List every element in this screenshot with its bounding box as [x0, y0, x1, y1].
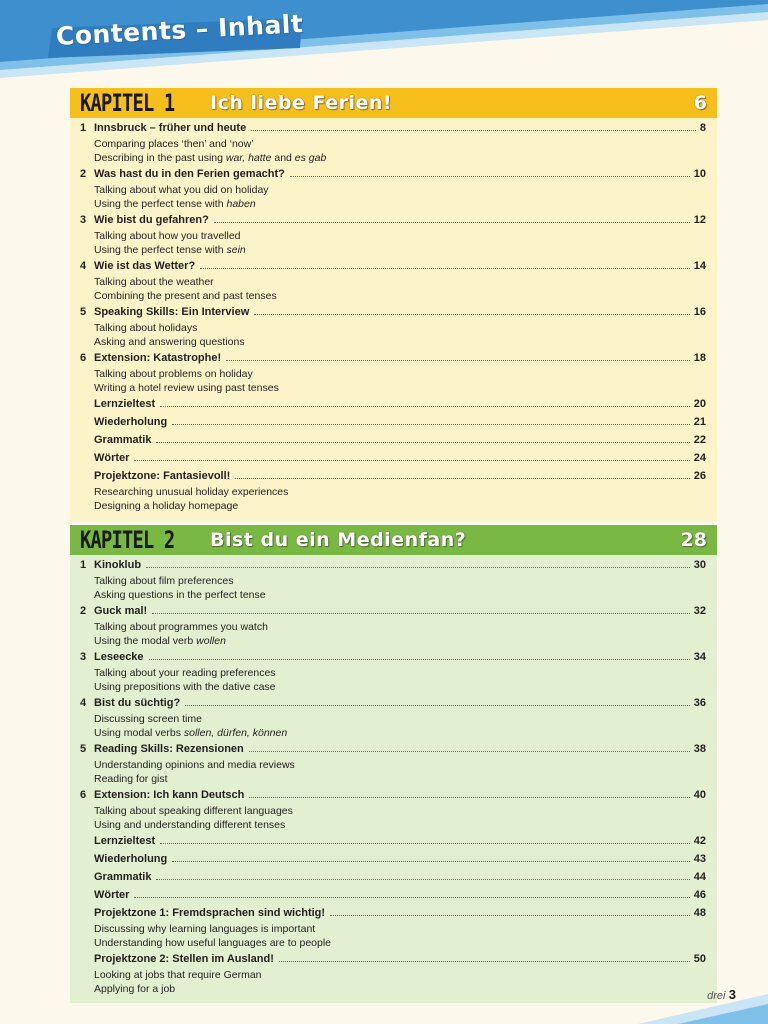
toc-entry-line	[80, 352, 706, 367]
toc-entry-page: 34	[693, 651, 706, 663]
toc-entry-line	[80, 605, 706, 620]
toc-entry-number: 5	[80, 743, 87, 755]
toc-entry-line	[80, 907, 706, 922]
toc-entry-title: Extension: Ich kann Deutsch	[94, 789, 245, 801]
description-text: Talking about problems on holiday	[94, 368, 253, 380]
toc-entry	[80, 168, 717, 214]
toc-entry-page: 12	[693, 214, 706, 226]
toc-entry-page: 42	[693, 835, 706, 847]
description-text: Understanding opinions and media reviews	[94, 759, 295, 771]
toc-entry	[80, 470, 717, 516]
toc-entry-number: 6	[80, 789, 87, 801]
toc-entry-description	[80, 726, 717, 740]
toc-dot-leader	[172, 853, 690, 862]
description-italic-term: war, hatte	[225, 152, 272, 164]
toc-entry	[80, 452, 717, 470]
description-text: Understanding how useful languages are to people	[94, 937, 332, 949]
chapter-2-toc	[70, 555, 717, 999]
toc-dot-leader	[290, 168, 690, 177]
toc-entry	[80, 889, 717, 907]
toc-entry-description	[80, 229, 717, 243]
toc-entry-title: Lernzieltest	[94, 398, 156, 410]
description-text: Talking about film preferences	[94, 575, 234, 587]
description-text: Combining the present and past tenses	[94, 290, 277, 302]
toc-entry-line	[80, 835, 706, 850]
toc-entry	[80, 214, 717, 260]
toc-entry	[80, 907, 717, 953]
toc-entry-number: 4	[80, 697, 87, 709]
toc-entry-description	[80, 588, 717, 602]
toc-entry-description	[80, 243, 717, 257]
toc-entry	[80, 434, 717, 452]
toc-dot-leader	[160, 835, 690, 844]
description-text: Asking and answering questions	[94, 336, 245, 348]
toc-entry-description	[80, 712, 717, 726]
toc-entry-number: 4	[80, 260, 87, 272]
toc-entry-line	[80, 559, 706, 574]
toc-entry-title: Speaking Skills: Ein Interview	[94, 306, 250, 318]
toc-dot-leader	[146, 559, 690, 568]
header-banner	[0, 0, 768, 90]
toc-entry-number: 3	[80, 651, 87, 663]
toc-entry-page: 43	[693, 853, 706, 865]
description-text: Using prepositions with the dative case	[94, 681, 276, 693]
chapter-2-page: 28	[680, 529, 707, 551]
description-italic-term: haben	[226, 198, 256, 210]
toc-entry-title: Lernzieltest	[94, 835, 156, 847]
toc-entry	[80, 605, 717, 651]
toc-entry-description	[80, 620, 717, 634]
description-text: Using the modal verb	[94, 635, 197, 647]
description-text: Talking about the weather	[94, 276, 214, 288]
toc-entry-title: Guck mal!	[94, 605, 148, 617]
toc-entry-line	[80, 853, 706, 868]
toc-dot-leader	[226, 352, 690, 361]
description-text: Using and understanding different tenses	[94, 819, 286, 831]
description-text: Comparing places ‘then’ and ‘now’	[94, 138, 254, 150]
toc-entry-title: Wörter	[94, 452, 130, 464]
toc-entry-description	[80, 137, 717, 151]
toc-entry-title: Wiederholung	[94, 853, 168, 865]
toc-entry-title: Wie bist du gefahren?	[94, 214, 209, 226]
toc-entry-title: Projektzone 2: Stellen im Ausland!	[94, 953, 274, 965]
toc-entry-description	[80, 818, 717, 832]
toc-entry-line	[80, 168, 706, 183]
toc-entry-description	[80, 666, 717, 680]
toc-entry-page: 21	[693, 416, 706, 428]
toc-entry-description	[80, 197, 717, 211]
description-italic-term: wollen	[196, 635, 226, 647]
description-text: Designing a holiday homepage	[94, 500, 239, 512]
toc-dot-leader	[251, 122, 696, 131]
toc-dot-leader	[134, 889, 689, 898]
toc-dot-leader	[254, 306, 689, 315]
toc-dot-leader	[214, 214, 690, 223]
toc-entry-page: 46	[693, 889, 706, 901]
toc-entry-description	[80, 574, 717, 588]
description-italic-term: sein	[226, 244, 246, 256]
toc-dot-leader	[156, 434, 689, 443]
page-number-word: drei	[707, 990, 726, 1002]
toc-entry-number: 2	[80, 168, 87, 180]
toc-entry-page: 48	[693, 907, 706, 919]
description-text: Talking about speaking different languages	[94, 805, 293, 817]
description-italic-term: sollen, dürfen, können	[183, 727, 288, 739]
toc-entry-page: 26	[693, 470, 706, 482]
description-text: Talking about how you travelled	[94, 230, 241, 242]
toc-entry-description	[80, 968, 717, 982]
toc-entry-page: 30	[693, 559, 706, 571]
toc-dot-leader	[160, 398, 690, 407]
chapter-1-header	[70, 88, 717, 118]
toc-entry-page: 14	[693, 260, 706, 272]
toc-entry-title: Leseecke	[94, 651, 144, 663]
description-text: Describing in the past using	[94, 152, 226, 164]
toc-entry-page: 44	[693, 871, 706, 883]
description-text: Talking about your reading preferences	[94, 667, 276, 679]
description-text: Asking questions in the perfect tense	[94, 589, 266, 601]
toc-entry-number: 3	[80, 214, 87, 226]
toc-entry	[80, 743, 717, 789]
chapter-1-kapitel: KAPITEL 1	[80, 89, 175, 117]
toc-entry-number: 1	[80, 559, 87, 571]
chapter-1-title: Ich liebe Ferien!	[210, 92, 393, 114]
description-text: Writing a hotel review using past tenses	[94, 382, 279, 394]
toc-entry	[80, 853, 717, 871]
toc-entry-line	[80, 470, 706, 485]
page-number-value: 3	[728, 987, 736, 1002]
toc-entry-description	[80, 151, 717, 165]
toc-entry-description	[80, 367, 717, 381]
toc-entry	[80, 416, 717, 434]
description-text: Reading for gist	[94, 773, 168, 785]
toc-entry-title: Bist du süchtig?	[94, 697, 181, 709]
toc-entry-line	[80, 651, 706, 666]
toc-entry-number: 2	[80, 605, 87, 617]
footer-graphic	[638, 974, 768, 1024]
toc-entry-page: 10	[693, 168, 706, 180]
toc-entry-number: 5	[80, 306, 87, 318]
description-text: Using modal verbs	[94, 727, 184, 739]
toc-dot-leader	[172, 416, 690, 425]
entry-spacer	[80, 513, 717, 516]
toc-entry-line	[80, 214, 706, 229]
description-text: Researching unusual holiday experiences	[94, 486, 289, 498]
description-text: Applying for a job	[94, 983, 176, 995]
toc-entry-description	[80, 758, 717, 772]
toc-entry-description	[80, 183, 717, 197]
toc-entry-number: 1	[80, 122, 87, 134]
toc-entry	[80, 697, 717, 743]
toc-entry-title: Grammatik	[94, 871, 152, 883]
toc-entry-description	[80, 499, 717, 513]
toc-entry	[80, 835, 717, 853]
toc-entry	[80, 651, 717, 697]
toc-entry-description	[80, 922, 717, 936]
toc-entry-title: Wie ist das Wetter?	[94, 260, 196, 272]
toc-entry-title: Reading Skills: Rezensionen	[94, 743, 244, 755]
toc-entry-line	[80, 789, 706, 804]
toc-entry-title: Projektzone: Fantasievoll!	[94, 470, 231, 482]
toc-dot-leader	[185, 697, 690, 706]
toc-entry-description	[80, 381, 717, 395]
toc-entry-description	[80, 321, 717, 335]
toc-entry-page: 20	[693, 398, 706, 410]
toc-entry-title: Innsbruck – früher und heute	[94, 122, 247, 134]
description-italic-term: es gab	[294, 152, 327, 164]
chapter-2-kapitel: KAPITEL 2	[80, 526, 175, 554]
toc-entry-line	[80, 697, 706, 712]
toc-entry-title: Kinoklub	[94, 559, 142, 571]
toc-entry-description	[80, 335, 717, 349]
toc-entry-description	[80, 982, 717, 996]
entry-spacer	[80, 996, 717, 999]
toc-entry-page: 24	[693, 452, 706, 464]
toc-dot-leader	[156, 871, 689, 880]
toc-entry	[80, 789, 717, 835]
toc-entry-line	[80, 871, 706, 886]
toc-entry	[80, 398, 717, 416]
chapter-2-header	[70, 525, 717, 555]
toc-entry-page: 22	[693, 434, 706, 446]
toc-entry-page: 16	[693, 306, 706, 318]
toc-entry-line	[80, 398, 706, 413]
toc-entry-line	[80, 434, 706, 449]
toc-dot-leader	[152, 605, 690, 614]
toc-entry-description	[80, 634, 717, 648]
toc-entry-page: 36	[693, 697, 706, 709]
toc-entry-number: 6	[80, 352, 87, 364]
chapter-1-toc	[70, 118, 717, 516]
description-text: Using the perfect tense with	[94, 244, 227, 256]
toc-entry-line	[80, 122, 706, 137]
toc-entry-page: 18	[693, 352, 706, 364]
toc-entry-page: 8	[699, 122, 706, 134]
toc-entry	[80, 352, 717, 398]
chapter-2-title: Bist du ein Medienfan?	[210, 529, 467, 551]
toc-entry-title: Was hast du in den Ferien gemacht?	[94, 168, 285, 180]
toc-entry-title: Extension: Katastrophe!	[94, 352, 222, 364]
toc-entry	[80, 559, 717, 605]
toc-entry-line	[80, 416, 706, 431]
description-text: Talking about what you did on holiday	[94, 184, 269, 196]
description-text: Discussing why learning languages is important	[94, 923, 316, 935]
toc-entry-description	[80, 772, 717, 786]
toc-dot-leader	[249, 743, 690, 752]
toc-entry-page: 32	[693, 605, 706, 617]
toc-entry	[80, 953, 717, 999]
description-text: Talking about programmes you watch	[94, 621, 268, 633]
toc-entry-page: 50	[693, 953, 706, 965]
toc-entry-line	[80, 889, 706, 904]
description-text: Using the perfect tense with	[94, 198, 227, 210]
toc-entry-description	[80, 680, 717, 694]
toc-entry-title: Projektzone 1: Fremdsprachen sind wichtig!	[94, 907, 326, 919]
toc-entry-page: 40	[693, 789, 706, 801]
description-text: Looking at jobs that require German	[94, 969, 262, 981]
toc-entry-description	[80, 275, 717, 289]
toc-entry	[80, 871, 717, 889]
toc-entry-description	[80, 936, 717, 950]
toc-dot-leader	[330, 907, 690, 916]
toc-entry-line	[80, 953, 706, 968]
chapter-1-page: 6	[693, 92, 707, 114]
toc-entry-title: Wörter	[94, 889, 130, 901]
toc-entry-line	[80, 743, 706, 758]
toc-entry-line	[80, 452, 706, 467]
toc-entry	[80, 260, 717, 306]
page-title: Contents – Inhalt	[55, 9, 304, 51]
toc-entry	[80, 122, 717, 168]
toc-dot-leader	[149, 651, 690, 660]
toc-entry-description	[80, 289, 717, 303]
chapter-1-section	[70, 88, 717, 522]
toc-entry-title: Wiederholung	[94, 416, 168, 428]
page-number	[707, 987, 736, 1002]
toc-dot-leader	[249, 789, 689, 798]
toc-entry-title: Grammatik	[94, 434, 152, 446]
toc-dot-leader	[200, 260, 690, 269]
page-footer	[638, 974, 768, 1024]
toc-entry	[80, 306, 717, 352]
description-text: Talking about holidays	[94, 322, 198, 334]
toc-entry-page: 38	[693, 743, 706, 755]
chapter-2-section	[70, 525, 717, 1003]
toc-entry-description	[80, 485, 717, 499]
toc-dot-leader	[134, 452, 689, 461]
toc-dot-leader	[279, 953, 690, 962]
toc-entry-line	[80, 260, 706, 275]
toc-entry-description	[80, 804, 717, 818]
description-text: Discussing screen time	[94, 713, 202, 725]
description-text: and	[271, 152, 295, 164]
toc-dot-leader	[235, 470, 689, 479]
toc-entry-line	[80, 306, 706, 321]
